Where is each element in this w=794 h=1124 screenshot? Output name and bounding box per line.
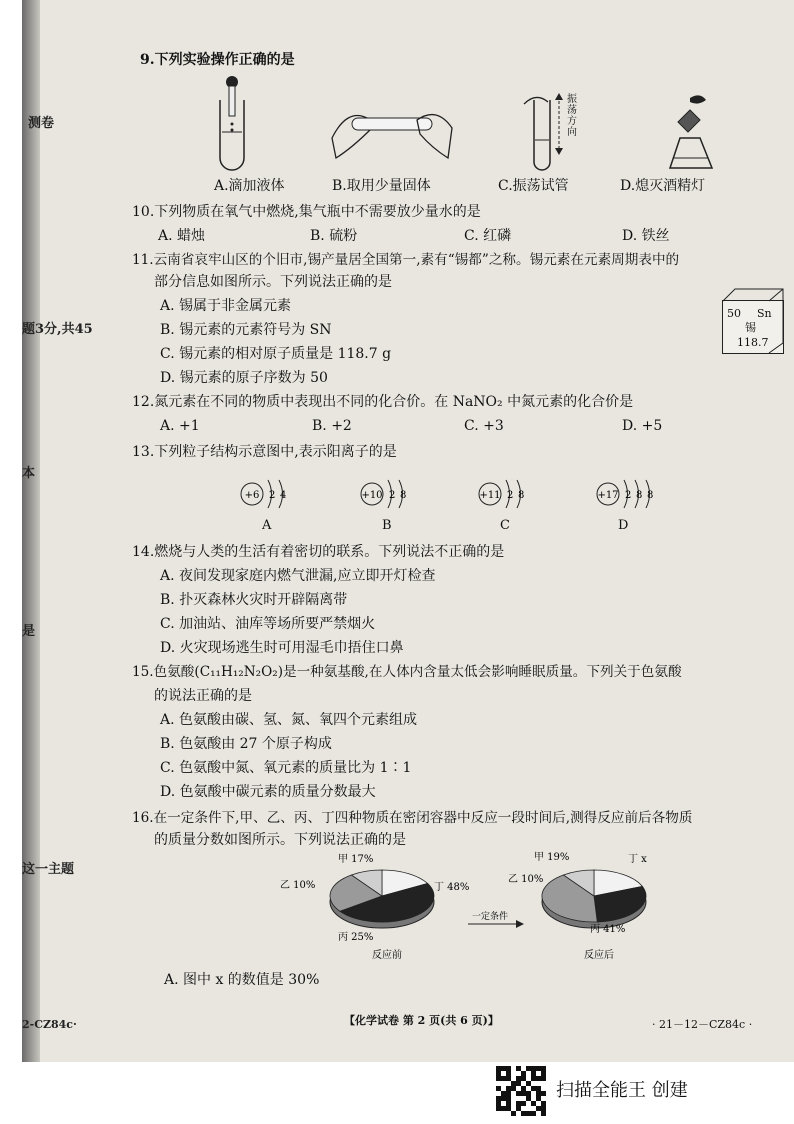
question-12-option-b[interactable]: B. +2: [312, 418, 352, 434]
question-11-option-c[interactable]: C. 锡元素的相对原子质量是 118.7 g: [160, 346, 392, 362]
question-16-stem-line2: 的质量分数如图所示。下列说法正确的是: [154, 832, 406, 848]
question-9-stem: 9.下列实验操作正确的是: [140, 52, 295, 68]
arrow-condition-label: 一定条件: [472, 912, 509, 922]
particle-diagram-d: [596, 474, 686, 514]
margin-mark: 这一主题: [22, 862, 75, 877]
question-16-stem-line1: 16.在一定条件下,甲、乙、丙、丁四种物质在密闭容器中反应一段时间后,测得反应前后各物质: [132, 810, 693, 826]
margin-mark: 测卷: [28, 116, 55, 131]
question-15-option-c[interactable]: C. 色氨酸中氮、氧元素的质量比为 1∶1: [160, 760, 412, 776]
electron-count: 8: [518, 490, 525, 501]
margin-mark: 本: [22, 466, 36, 481]
particle-diagram-a: [240, 474, 330, 514]
exam-page: [22, 0, 794, 1062]
dropper-test-tube-illustration: [202, 72, 262, 172]
question-10-stem: 10.下列物质在氧气中燃烧,集气瓶中不需要放少量水的是: [132, 204, 481, 220]
nucleus-charge: +17: [597, 490, 619, 501]
question-9-option-b[interactable]: B.取用少量固体: [332, 178, 431, 194]
shake-direction-label: 振荡方向: [567, 94, 577, 138]
particle-label: D: [618, 518, 629, 533]
arrow-head-icon: [516, 920, 524, 928]
pie-caption: 反应前: [372, 950, 402, 961]
question-13-stem: 13.下列粒子结构示意图中,表示阳离子的是: [132, 444, 397, 460]
electron-count: 2: [389, 490, 396, 501]
pie-slice-label: 丁 x: [628, 854, 647, 865]
electron-count: 8: [400, 490, 407, 501]
nucleus-charge: +6: [244, 490, 260, 501]
question-15-option-a[interactable]: A. 色氨酸由碳、氢、氮、氧四个元素组成: [160, 712, 418, 728]
question-14-option-c[interactable]: C. 加油站、油库等场所要严禁烟火: [160, 616, 376, 632]
question-15-option-d[interactable]: D. 色氨酸中碳元素的质量分数最大: [160, 784, 376, 800]
particle-label: C: [500, 518, 510, 533]
qr-code-icon: [496, 1066, 546, 1116]
footer-page-info: 【化学试卷 第 2 页(共 6 页)】: [344, 1014, 499, 1027]
pie-slice-label: 甲 17%: [338, 854, 374, 865]
pie-slice-label: 乙 10%: [508, 874, 544, 885]
question-9-option-c[interactable]: C.振荡试管: [498, 178, 569, 194]
pie-slice-label: 丁 48%: [434, 882, 470, 893]
nucleus-charge: +10: [361, 490, 383, 501]
electron-count: 4: [280, 490, 287, 501]
pie-slice-label: 丙 41%: [590, 924, 626, 935]
scanner-label: 扫描全能王 创建: [556, 1080, 688, 1101]
margin-mark: 2-CZ84c·: [22, 1018, 77, 1031]
question-11-stem-line2: 部分信息如图所示。下列说法正确的是: [154, 274, 392, 290]
question-14-stem: 14.燃烧与人类的生活有着密切的联系。下列说法不正确的是: [132, 544, 505, 560]
margin-mark: 题3分,共45: [22, 322, 93, 337]
pie-caption: 反应后: [584, 950, 614, 961]
electron-count: 2: [625, 490, 632, 501]
nucleus-charge: +11: [479, 490, 501, 501]
pie-charts: [272, 848, 672, 968]
shake-arrow-icon: [554, 92, 564, 156]
page-edge-shadow: [22, 0, 40, 1062]
question-10-option-b[interactable]: B. 硫粉: [310, 228, 358, 244]
element-symbol: Sn: [757, 307, 772, 320]
question-11-option-d[interactable]: D. 锡元素的原子序数为 50: [160, 370, 328, 386]
question-12-option-d[interactable]: D. +5: [622, 418, 663, 434]
question-9-option-d[interactable]: D.熄灭酒精灯: [620, 178, 706, 194]
question-15-option-b[interactable]: B. 色氨酸由 27 个原子构成: [160, 736, 332, 752]
question-12-option-a[interactable]: A. +1: [160, 418, 200, 434]
particle-label: B: [382, 518, 392, 533]
question-15-stem-line1: 15.色氨酸(C₁₁H₁₂N₂O₂)是一种氨基酸,在人体内含量太低会影响睡眠质量。下列关于色氨酸: [132, 664, 682, 680]
pie-slice-label: 丙 25%: [338, 932, 374, 943]
electron-count: 8: [636, 490, 643, 501]
pie-slice-label: 甲 19%: [534, 852, 570, 863]
tin-element-card: [722, 300, 784, 354]
question-10-option-d[interactable]: D. 铁丝: [622, 228, 670, 244]
footer-code: · 21－12－CZ84c ·: [652, 1018, 753, 1031]
question-14-option-d[interactable]: D. 火灾现场逃生时可用湿毛巾捂住口鼻: [160, 640, 404, 656]
pie-slice-label: 乙 10%: [280, 880, 316, 891]
question-12-stem: 12.氮元素在不同的物质中表现出不同的化合价。在 NaNO₂ 中氮元素的化合价是: [132, 394, 634, 410]
particle-label: A: [262, 518, 272, 533]
particle-diagram-b: [360, 474, 450, 514]
question-10-option-a[interactable]: A. 蜡烛: [158, 228, 206, 244]
element-name: 锡: [745, 321, 756, 334]
alcohol-lamp-illustration: [660, 92, 720, 172]
question-14-option-b[interactable]: B. 扑灭森林火灾时开辟隔离带: [160, 592, 348, 608]
question-11-option-b[interactable]: B. 锡元素的元素符号为 SN: [160, 322, 332, 338]
electron-count: 2: [507, 490, 514, 501]
question-11-stem-line1: 11.云南省哀牢山区的个旧市,锡产量居全国第一,素有“锡都”之称。锡元素在元素周期表中的: [132, 252, 680, 268]
tube-powder-illustration: [322, 98, 462, 168]
element-mass: 118.7: [737, 336, 769, 349]
question-15-stem-line2: 的说法正确的是: [154, 688, 252, 704]
question-16-option-a[interactable]: A. 图中 x 的数值是 30%: [164, 972, 320, 988]
question-14-option-a[interactable]: A. 夜间发现家庭内燃气泄漏,应立即开灯检查: [160, 568, 436, 584]
electron-count: 2: [269, 490, 276, 501]
question-10-option-c[interactable]: C. 红磷: [464, 228, 512, 244]
electron-count: 8: [647, 490, 654, 501]
particle-diagram-c: [478, 474, 568, 514]
margin-mark: 是: [22, 624, 36, 639]
question-12-option-c[interactable]: C. +3: [464, 418, 504, 434]
question-11-option-a[interactable]: A. 锡属于非金属元素: [160, 298, 292, 314]
question-9-option-a[interactable]: A.滴加液体: [214, 178, 285, 194]
element-atomic-number: 50: [727, 307, 741, 320]
